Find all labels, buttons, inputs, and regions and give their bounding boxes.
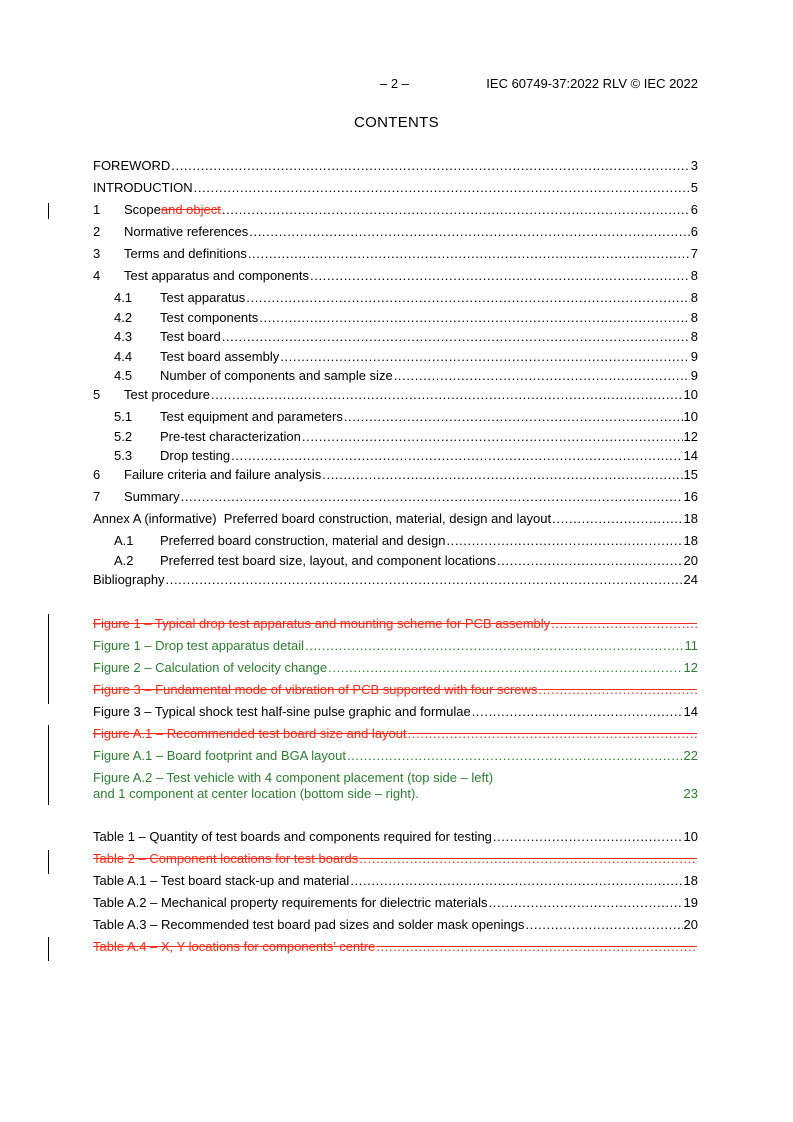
figure-page: 12 [683, 660, 698, 675]
toc-page: 8 [690, 268, 698, 283]
figure-page: 11 [684, 638, 698, 653]
figure-label: Figure 3 – Typical shock test half-sine pulse graphic and formulae [93, 704, 471, 719]
change-bar [48, 850, 49, 874]
figure-entry-inserted[interactable] [93, 660, 698, 676]
figure-label: Figure A.1 – Recommended test board size and layout [93, 726, 407, 741]
toc-page: 3 [690, 158, 698, 173]
toc-page: 6 [690, 202, 698, 217]
toc-number: 5 [93, 387, 101, 402]
toc-page: 16 [683, 489, 698, 504]
toc-number: 1 [93, 202, 101, 217]
table-entry[interactable] [93, 895, 698, 911]
dot-leader [376, 939, 697, 955]
toc-page: 20 [683, 553, 698, 568]
table-label: Table A.2 – Mechanical property requirements for dielectric materials [93, 895, 488, 910]
toc-label: Scope [124, 202, 161, 217]
dot-leader [394, 368, 690, 384]
toc-label: Preferred test board size, layout, and component locations [160, 553, 497, 568]
change-bar [48, 203, 49, 219]
figure-entry-inserted[interactable] [93, 748, 698, 764]
dot-leader [446, 533, 682, 549]
toc-entry[interactable] [93, 268, 698, 284]
toc-entry[interactable] [93, 553, 698, 569]
dot-leader [211, 387, 683, 403]
figure-label: Figure 2 – Calculation of velocity change [93, 660, 328, 675]
change-bar [48, 937, 49, 961]
dot-leader [472, 704, 683, 720]
change-bar [48, 614, 49, 704]
toc-page: 18 [683, 533, 698, 548]
toc-entry[interactable] [93, 158, 698, 174]
dot-leader [525, 917, 682, 933]
dot-leader [259, 310, 689, 326]
toc-number: 5.1 [114, 409, 133, 424]
toc-entry[interactable] [93, 533, 698, 549]
toc-number: 5.3 [114, 448, 133, 463]
figure-label: Figure 1 – Typical drop test apparatus and mounting scheme for PCB assembly [93, 616, 551, 631]
toc-label: Test board [160, 329, 221, 344]
toc-page: 6 [690, 224, 698, 239]
table-entry-deleted[interactable] [93, 851, 698, 867]
dot-leader [322, 467, 682, 483]
table-label: Table A.3 – Recommended test board pad sizes and solder mask openings [93, 917, 525, 932]
toc-entry[interactable] [93, 572, 698, 588]
dot-leader [248, 246, 690, 262]
figure-entry-deleted[interactable] [93, 682, 698, 698]
figure-label: Figure A.2 – Test vehicle with 4 component placement (top side – left) [93, 770, 494, 785]
dot-leader [302, 429, 683, 445]
figure-entry-inserted[interactable] [93, 638, 698, 654]
figure-page: 14 [683, 704, 698, 719]
table-page: 19 [683, 895, 698, 910]
dot-leader [552, 511, 682, 527]
dot-leader [171, 158, 689, 174]
toc-entry[interactable] [93, 368, 698, 384]
toc-page: 24 [683, 572, 698, 587]
toc-page: 7 [690, 246, 698, 261]
toc-label: Terms and definitions [124, 246, 247, 261]
table-entry[interactable] [93, 873, 698, 889]
toc-label: Bibliography [93, 572, 165, 587]
toc-entry[interactable] [93, 467, 698, 483]
dot-leader [347, 748, 683, 764]
toc-number: 4.3 [114, 329, 133, 344]
toc-label: Drop testing [160, 448, 231, 463]
toc-page: 15 [683, 467, 698, 482]
toc-number: 2 [93, 224, 101, 239]
dot-leader [359, 851, 697, 867]
page-title: CONTENTS [354, 114, 439, 131]
table-entry[interactable] [93, 917, 698, 933]
toc-page: 10 [683, 409, 698, 424]
toc-entry[interactable] [93, 290, 698, 306]
figure-entry[interactable] [93, 704, 698, 720]
toc-label: Test procedure [124, 387, 210, 402]
toc-page: 18 [683, 511, 698, 526]
toc-number: A.2 [114, 553, 134, 568]
table-label: Table A.1 – Test board stack-up and material [93, 873, 350, 888]
dot-leader [493, 829, 683, 845]
toc-page: 8 [690, 290, 698, 305]
toc-page: 8 [690, 329, 698, 344]
toc-page: 10 [683, 387, 698, 402]
toc-label: Number of components and sample size [160, 368, 393, 383]
figure-label-continued: and 1 component at center location (bottom side – right). [93, 786, 419, 801]
dot-leader [194, 180, 690, 196]
toc-label: Failure criteria and failure analysis [124, 467, 322, 482]
toc-number: 6 [93, 467, 101, 482]
figure-page: 23 [683, 786, 698, 801]
toc-page: 8 [690, 310, 698, 325]
figure-label: Figure 3 – Fundamental mode of vibration of PCB supported with four screws [93, 682, 538, 697]
table-label: Table A.4 – X, Y locations for components’ centre [93, 939, 376, 954]
toc-page: 14 [683, 448, 698, 463]
dot-leader [246, 290, 689, 306]
toc-label: Test apparatus [160, 290, 246, 305]
table-label: Table 2 – Component locations for test boards [93, 851, 359, 866]
figure-label: Figure 1 – Drop test apparatus detail [93, 638, 305, 653]
figure-entry-deleted[interactable] [93, 726, 698, 742]
toc-number: 4.2 [114, 310, 133, 325]
toc-label: Pre-test characterization [160, 429, 301, 444]
toc-number: 4.1 [114, 290, 133, 305]
dot-leader [280, 349, 690, 365]
deleted-text: and object [160, 202, 221, 217]
dot-leader [222, 329, 690, 345]
toc-page: 9 [690, 349, 698, 364]
dot-leader [344, 409, 683, 425]
dot-leader [222, 202, 690, 218]
toc-page: 5 [690, 180, 698, 195]
figure-entry-inserted[interactable] [93, 770, 698, 802]
dot-leader [166, 572, 683, 588]
page-number: – 2 – [380, 76, 409, 91]
toc-page: 12 [683, 429, 698, 444]
dot-leader [181, 489, 683, 505]
dot-leader [350, 873, 682, 889]
figure-page: 22 [683, 748, 698, 763]
dot-leader [489, 895, 683, 911]
toc-label: Test board assembly [160, 349, 280, 364]
toc-label: Test equipment and parameters [160, 409, 343, 424]
toc-entry[interactable] [93, 489, 698, 505]
dot-leader [310, 268, 690, 284]
toc-label: Annex A (informative) Preferred board construction, material, design and layout [93, 511, 552, 526]
toc-entry[interactable] [93, 180, 698, 196]
dot-leader [328, 660, 682, 676]
dot-leader [231, 448, 682, 464]
toc-number: 4.4 [114, 349, 133, 364]
toc-label: Test components [160, 310, 259, 325]
toc-label: FOREWORD [93, 158, 171, 173]
toc-number: A.1 [114, 533, 134, 548]
toc-entry[interactable] [93, 387, 698, 403]
toc-label: Preferred board construction, material and design [160, 533, 446, 548]
dot-leader [497, 553, 683, 569]
toc-label: INTRODUCTION [93, 180, 193, 195]
change-bar [48, 725, 49, 805]
dot-leader [408, 726, 697, 742]
document-id: IEC 60749-37:2022 RLV © IEC 2022 [486, 76, 698, 91]
table-label: Table 1 – Quantity of test boards and components required for testing [93, 829, 492, 844]
toc-entry[interactable] [93, 310, 698, 326]
table-entry[interactable] [93, 829, 698, 845]
toc-page: 9 [690, 368, 698, 383]
toc-entry[interactable] [93, 224, 698, 240]
dot-leader [305, 638, 683, 654]
toc-number: 5.2 [114, 429, 133, 444]
dot-leader [538, 682, 697, 698]
toc-entry[interactable] [93, 409, 698, 425]
dot-leader [249, 224, 689, 240]
table-page: 18 [683, 873, 698, 888]
figure-entry-deleted[interactable] [93, 616, 698, 632]
figure-label: Figure A.1 – Board footprint and BGA layout [93, 748, 346, 763]
toc-label: Summary [124, 489, 180, 504]
table-entry-deleted[interactable] [93, 939, 698, 955]
toc-entry[interactable] [93, 511, 698, 527]
toc-entry[interactable] [93, 329, 698, 345]
table-page: 10 [683, 829, 698, 844]
dot-leader [551, 616, 697, 632]
toc-number: 3 [93, 246, 101, 261]
toc-label: Test apparatus and components [124, 268, 310, 283]
toc-entry[interactable] [93, 202, 698, 218]
table-page: 20 [683, 917, 698, 932]
toc-entry[interactable] [93, 246, 698, 262]
toc-entry[interactable] [93, 429, 698, 445]
toc-entry[interactable] [93, 349, 698, 365]
toc-number: 7 [93, 489, 101, 504]
toc-number: 4 [93, 268, 101, 283]
toc-label: Normative references [124, 224, 249, 239]
toc-number: 4.5 [114, 368, 133, 383]
toc-entry[interactable] [93, 448, 698, 464]
